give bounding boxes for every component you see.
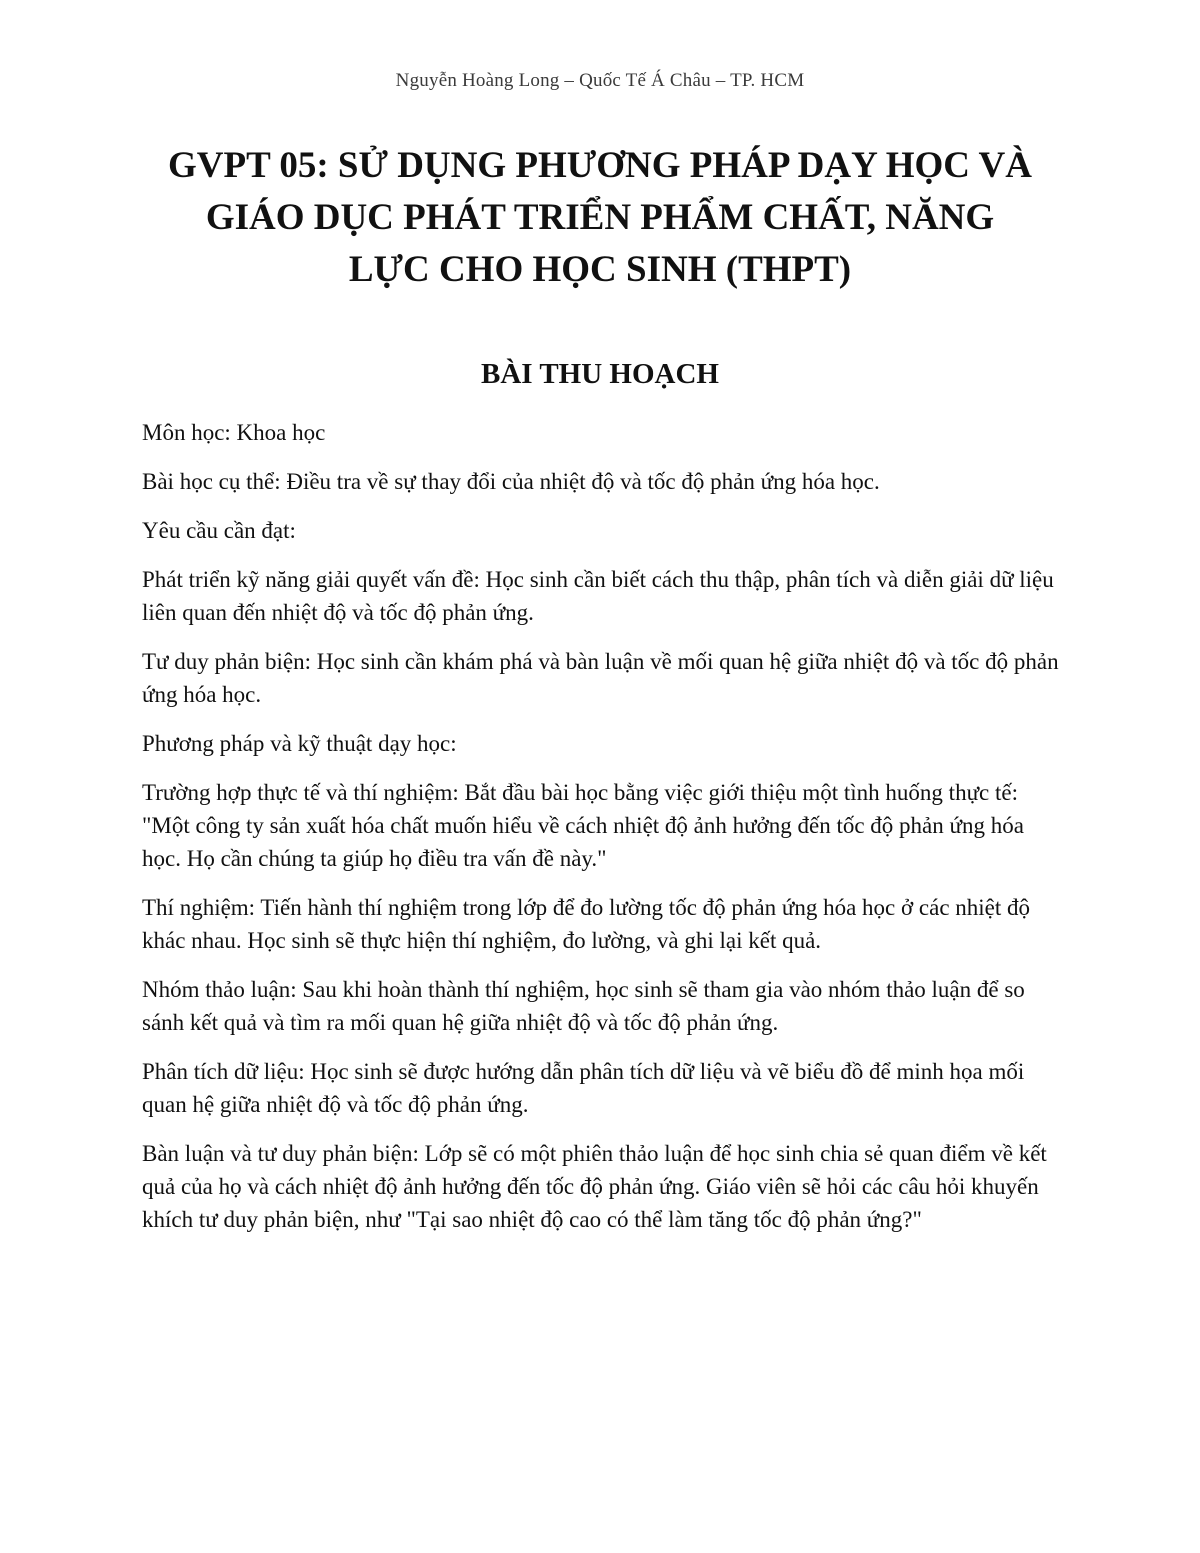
paragraph-group-discussion: Nhóm thảo luận: Sau khi hoàn thành thí nghiệm, học sinh sẽ tham gia vào nhóm thảo luận để so sánh kết quả và tìm ra mối quan hệ giữa nhiệt độ và tốc độ phản ứng. <box>142 977 1025 1035</box>
paragraph-data-analysis: Phân tích dữ liệu: Học sinh sẽ được hướng dẫn phân tích dữ liệu và vẽ biểu đồ để minh họa mối quan hệ giữa nhiệt độ và tốc độ phản ứng. <box>142 1059 1025 1117</box>
paragraph-critical-thinking: Tư duy phản biện: Học sinh cần khám phá và bàn luận về mối quan hệ giữa nhiệt độ và tốc độ phản ứng hóa học. <box>142 649 1059 707</box>
paragraph-subject: Môn học: Khoa học <box>142 420 326 445</box>
paragraph-case-study: Trường hợp thực tế và thí nghiệm: Bắt đầu bài học bằng việc giới thiệu một tình huống thực tế: "Một công ty sản xuất hóa chất muốn hiểu về cách nhiệt độ ảnh hưởng đến tốc độ phản ứng hóa học. Họ cần chúng ta giúp họ điều tra vấn đề này." <box>142 780 1024 871</box>
paragraph-experiment: Thí nghiệm: Tiến hành thí nghiệm trong lớp để đo lường tốc độ phản ứng hóa học ở các nhiệt độ khác nhau. Học sinh sẽ thực hiện thí nghiệm, đo lường, và ghi lại kết quả. <box>142 895 1031 953</box>
title-line-1: GVPT 05: SỬ DỤNG PHƯƠNG PHÁP DẠY HỌC VÀ <box>167 145 1032 186</box>
title-line-2: GIÁO DỤC PHÁT TRIỂN PHẨM CHẤT, NĂNG <box>205 197 995 238</box>
paragraph-methods-heading: Phương pháp và kỹ thuật dạy học: <box>142 731 457 756</box>
paragraph-debate: Bàn luận và tư duy phản biện: Lớp sẽ có một phiên thảo luận để học sinh chia sẻ quan điểm về kết quả của họ và cách nhiệt độ ảnh hưởng đến tốc độ phản ứng. Giáo viên sẽ hỏi các câu hỏi khuyến khích tư duy phản biện, như "Tại sao nhiệt độ cao có thể làm tăng tốc độ phản ứng?" <box>142 1141 1047 1232</box>
paragraph-lesson: Bài học cụ thể: Điều tra về sự thay đổi của nhiệt độ và tốc độ phản ứng hóa học. <box>142 469 880 494</box>
document-body <box>142 416 1062 1252</box>
document-title <box>120 140 1080 296</box>
section-title: BÀI THU HOẠCH <box>481 358 719 390</box>
page-header: Nguyễn Hoàng Long – Quốc Tế Á Châu – TP. HCM <box>395 70 805 91</box>
title-line-3: LỰC CHO HỌC SINH (THPT) <box>348 249 852 290</box>
paragraph-problem-solving: Phát triển kỹ năng giải quyết vấn đề: Học sinh cần biết cách thu thập, phân tích và diễn giải dữ liệu liên quan đến nhiệt độ và tốc độ phản ứng. <box>142 567 1054 625</box>
paragraph-requirements-heading: Yêu cầu cần đạt: <box>142 518 296 543</box>
